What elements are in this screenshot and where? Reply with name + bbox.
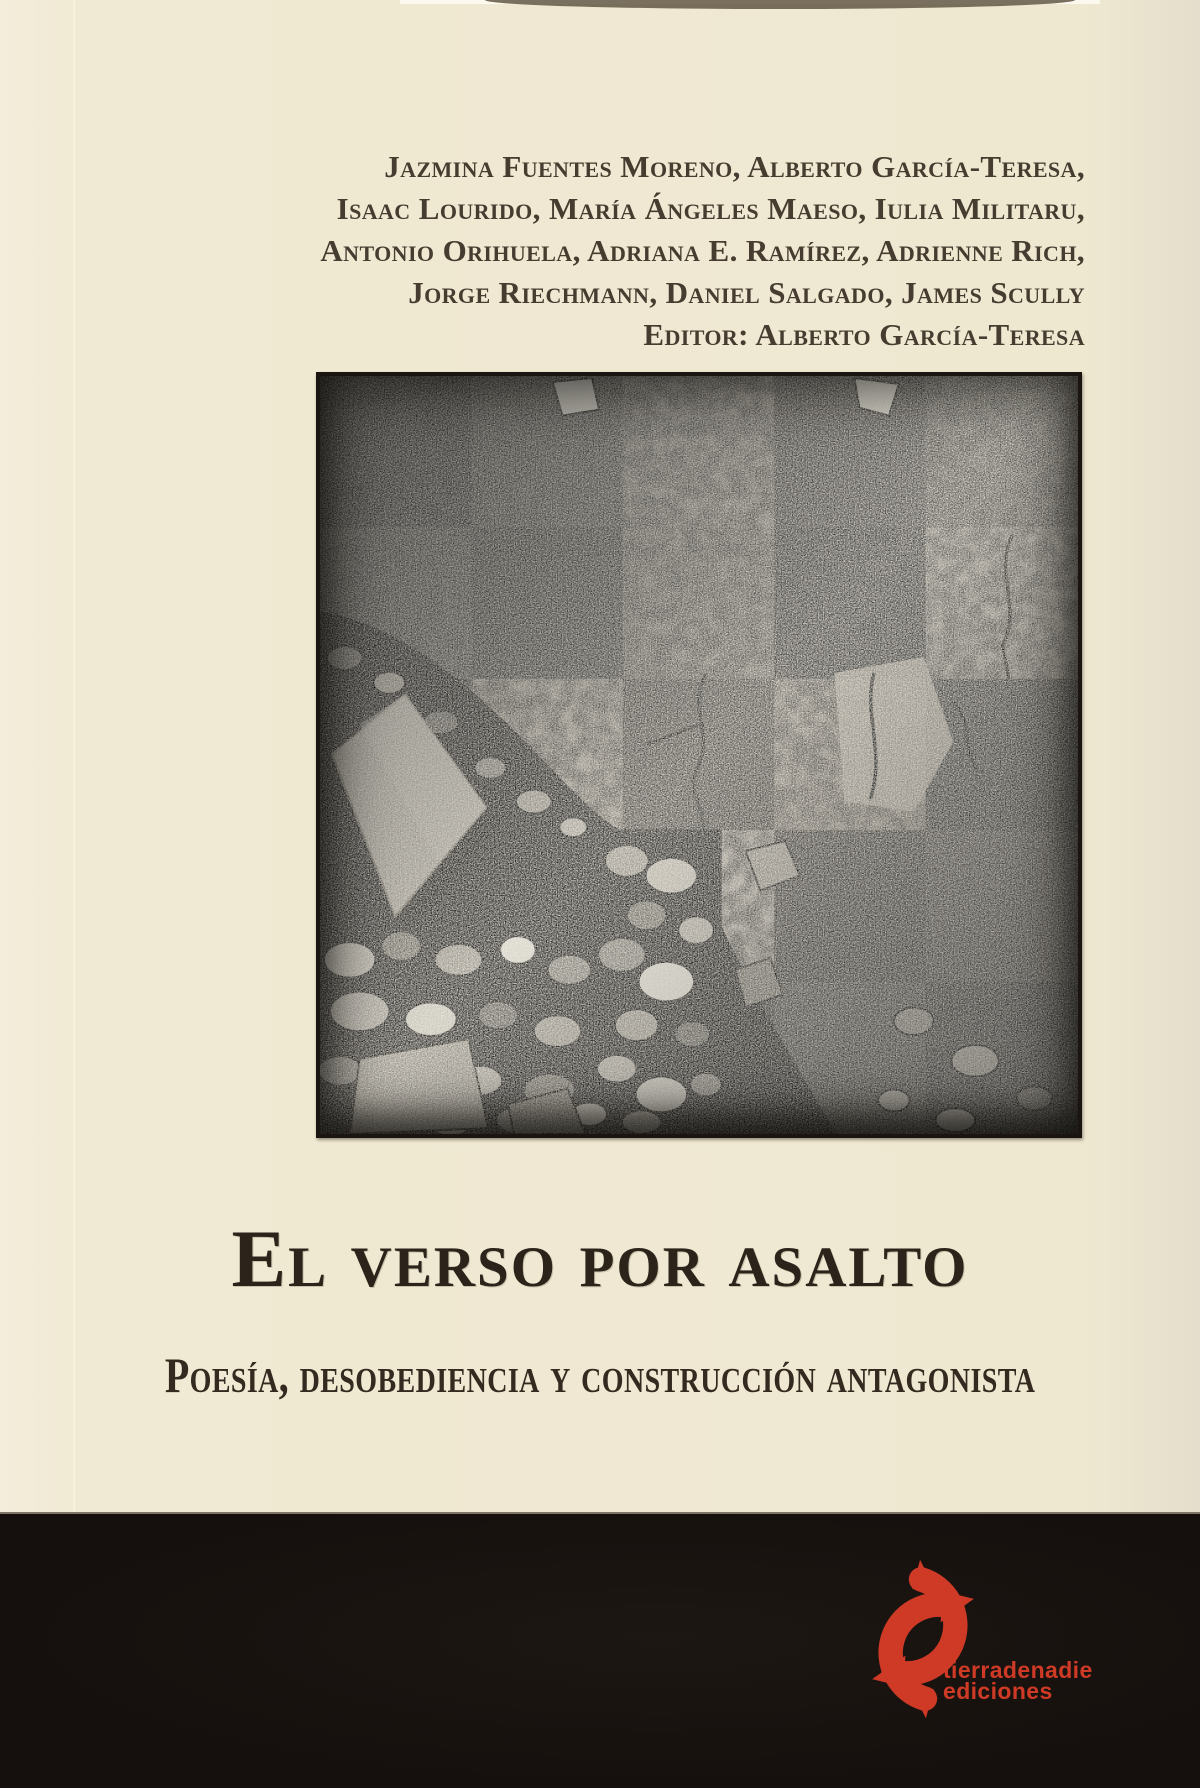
book-subtitle: Poesía, desobediencia y construcción antagonista	[164, 1347, 1036, 1403]
scan-top-shadow	[485, 0, 1075, 9]
book-title: El verso por asalto	[231, 1213, 969, 1304]
author-list	[60, 146, 1085, 356]
book-subtitle-row	[0, 1347, 1200, 1403]
publisher-name-line1: tierradenadie	[943, 1657, 1093, 1683]
photo-vignette	[320, 376, 1078, 1134]
author-line: Antonio Orihuela, Adriana E. Ramírez, Adrienne Rich,	[320, 233, 1085, 268]
publisher-band	[0, 1512, 1200, 1788]
publisher-name-line2: ediciones	[943, 1678, 1053, 1704]
publisher-name	[943, 1657, 1093, 1704]
editor-line: Editor: Alberto García-Teresa	[643, 317, 1085, 352]
author-line: Jazmina Fuentes Moreno, Alberto García-Teresa,	[384, 149, 1085, 184]
author-line: Jorge Riechmann, Daniel Salgado, James Scully	[408, 275, 1085, 310]
cover-photo-frame	[316, 372, 1082, 1138]
author-line: Isaac Lourido, María Ángeles Maeso, Iulia Militaru,	[336, 191, 1085, 226]
